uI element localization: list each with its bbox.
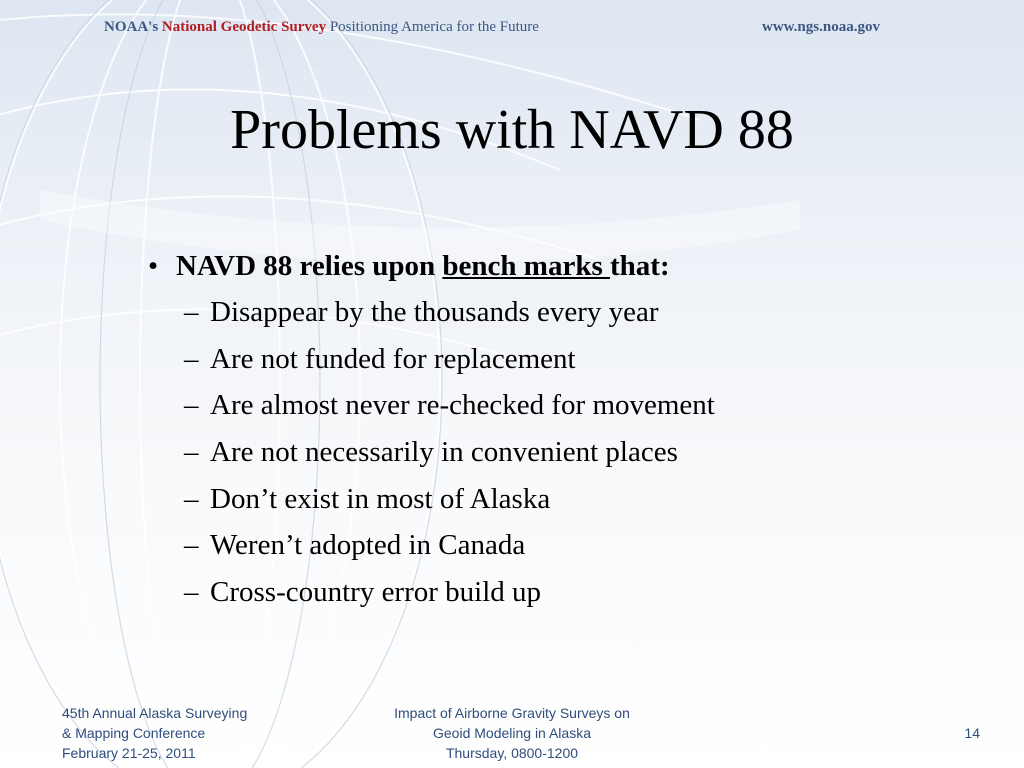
list-item-text: Cross-country error build up <box>210 576 542 609</box>
agency-name: National Geodetic Survey <box>161 19 327 35</box>
org-name: NOAA's <box>104 19 159 35</box>
list-item <box>184 385 948 432</box>
footer-line: 45th Annual Alaska Surveying <box>62 705 248 721</box>
dash-marker: – <box>184 389 199 422</box>
footer-conference-info <box>62 703 322 763</box>
list-item <box>184 432 948 479</box>
dash-marker: – <box>184 342 199 375</box>
list-item <box>184 525 948 572</box>
list-item-text: Weren’t adopted in Canada <box>210 529 526 562</box>
footer-line: Thursday, 0800-1200 <box>445 745 579 761</box>
website-url: www.ngs.noaa.gov <box>762 19 880 35</box>
slide-content <box>148 246 948 619</box>
dash-marker: – <box>184 576 199 609</box>
list-item-text: Are almost never re-checked for movement <box>210 389 715 422</box>
list-item-text: Are not necessarily in convenient places <box>210 436 678 469</box>
dash-marker: – <box>184 436 199 469</box>
list-item <box>184 479 948 526</box>
list-item <box>184 572 948 619</box>
dash-marker: – <box>184 296 199 328</box>
dash-marker: – <box>184 529 199 562</box>
dash-marker: – <box>184 482 199 515</box>
slide-title: Problems with NAVD 88 <box>230 99 794 161</box>
header-branding <box>104 19 539 36</box>
list-item-text: Don’t exist in most of Alaska <box>210 482 551 515</box>
footer-line: Geoid Modeling in Alaska <box>433 725 591 741</box>
list-item <box>184 292 948 339</box>
tagline: Positioning America for the Future <box>329 19 539 35</box>
bullet-underlined-text: bench marks <box>442 250 610 282</box>
list-item-text: Are not funded for replacement <box>210 342 576 375</box>
bullet-trail-text: that: <box>610 250 670 282</box>
footer-session-info <box>360 703 664 763</box>
footer-line: February 21-25, 2011 <box>62 745 196 761</box>
list-item-text: Disappear by the thousands every year <box>210 296 659 328</box>
list-item <box>184 339 948 386</box>
bullet-lead-text: NAVD 88 relies upon <box>176 250 443 282</box>
footer-line: Impact of Airborne Gravity Surveys on <box>394 705 630 721</box>
footer-line: & Mapping Conference <box>62 725 206 741</box>
header-bar <box>0 0 1024 60</box>
bullet-marker: • <box>148 250 159 282</box>
page-number: 14 <box>964 725 980 741</box>
sub-bullet-list <box>148 292 948 619</box>
main-bullet <box>148 246 948 290</box>
